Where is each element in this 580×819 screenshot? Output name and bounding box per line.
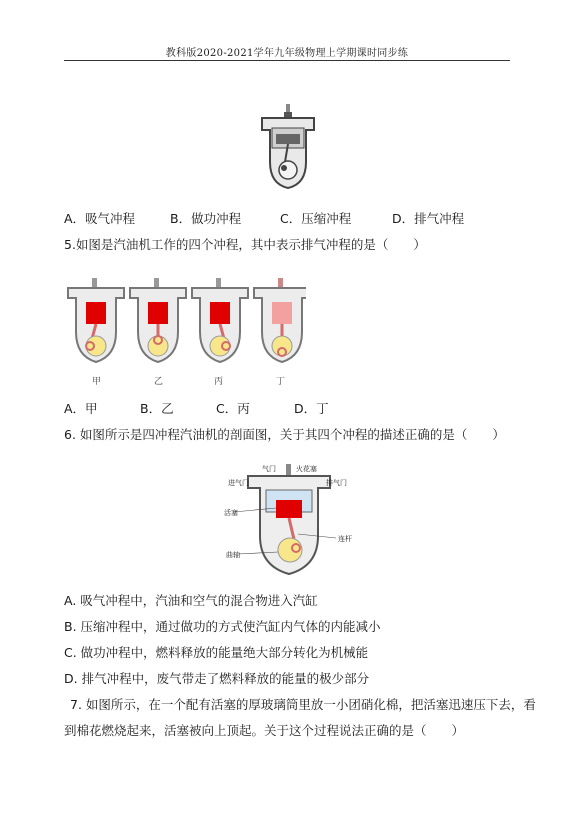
label-exhaust-valve: 排气门 [326,479,347,487]
q6-option-d: D. 排气冲程中，废气带走了燃料释放的能量的极少部分 [64,671,370,686]
q6-question: 6. 如图所示是四冲程汽油机的剖面图，关于其四个冲程的描述正确的是（ ） [64,427,505,442]
engine-jia [68,278,124,362]
q6-option-a: A. 吸气冲程中，汽油和空气的混合物进入汽缸 [64,593,318,608]
engine-bing [192,278,248,362]
page-header: 教科版2020-2021学年九年级物理上学期课时同步练 [165,48,409,59]
q4-option-a: A．吸气冲程 [64,211,136,226]
caption-yi: 乙 [154,377,164,387]
q7-question-line1: 7. 如图所示，在一个配有活塞的厚玻璃筒里放一小团硝化棉，把活塞迅速压下去，看 [70,697,536,712]
q4-option-d: D．排气冲程 [392,211,465,226]
label-intake-valve: 进气门 [228,479,249,487]
label-top-left: 气门 [262,465,276,473]
caption-ding: 丁 [276,377,286,387]
engine-yi [130,278,186,362]
label-spark-plug: 火花塞 [296,465,317,473]
q6-option-c: C. 做功冲程中，燃料释放的能量绝大部分转化为机械能 [64,645,369,660]
q4-option-b: B．做功冲程 [170,211,242,226]
q5-option-d: D．丁 [294,401,329,416]
label-piston: 活塞 [224,509,238,517]
q5-option-c: C．丙 [216,401,250,416]
label-crank: 曲轴 [226,551,240,559]
header-rule [64,60,510,61]
caption-bing: 丙 [214,377,224,387]
engine-strokes-figure [66,276,306,386]
q5-question: 5.如图是汽油机工作的四个冲程，其中表示排气冲程的是（ ） [64,237,426,252]
caption-jia: 甲 [92,377,102,387]
q4-option-c: C．压缩冲程 [280,211,352,226]
q5-option-a: A．甲 [64,401,98,416]
q6-option-b: B. 压缩冲程中，通过做功的方式使汽缸内气体的内能减小 [64,619,381,634]
q5-option-b: B．乙 [140,401,174,416]
label-rod: 连杆 [338,535,352,543]
engine-figure-q4 [258,104,318,194]
engine-ding [254,278,306,362]
q7-question-line2: 到棉花燃烧起来，活塞被向上顶起。关于这个过程说法正确的是（ ） [64,723,465,738]
